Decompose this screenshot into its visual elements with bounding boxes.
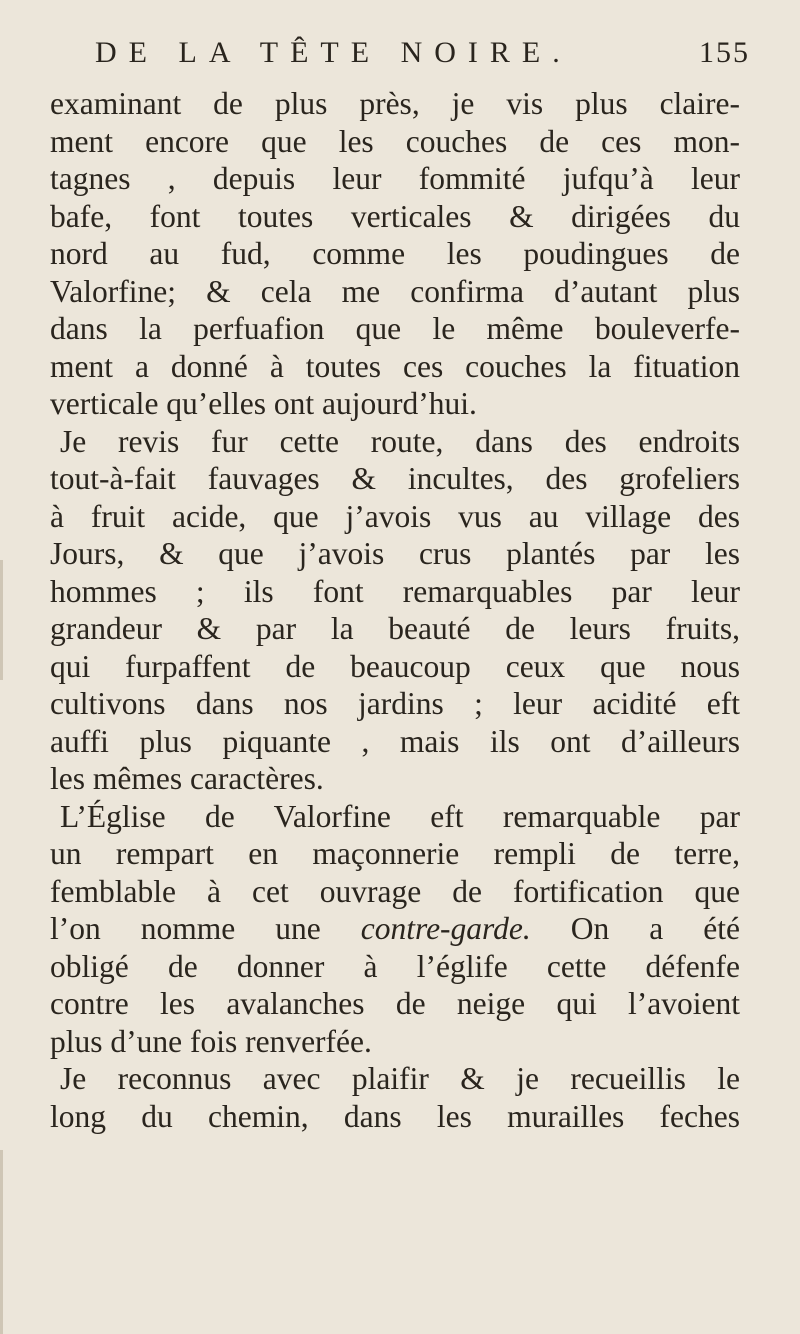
text-line: tagnes , depuis leur fommité jufqu’à leur: [50, 161, 740, 196]
text-line: examinant de plus près, je vis plus claire-: [50, 86, 740, 121]
text-line: Jours, & que j’avois crus plantés par les: [50, 536, 740, 571]
text-line: dans la perfuafion que le même bouleverfe-: [50, 311, 740, 346]
text-run: l’on nomme une: [50, 911, 321, 946]
paragraph-start-line: Je revis fur cette route, dans des endroits: [60, 423, 740, 459]
page-edge-shadow: [0, 560, 3, 680]
text-line: les mêmes caractères.: [50, 761, 324, 796]
text-line: plus d’une fois renverfée.: [50, 1023, 372, 1059]
text-line: grandeur & par la beauté de leurs fruits,: [50, 611, 740, 646]
paragraph-start-line: Je reconnus avec plaifir & je recueillis le: [60, 1061, 740, 1096]
text-line: femblable à cet ouvrage de fortification que: [50, 873, 740, 909]
text-line: long du chemin, dans les murailles feches: [50, 1098, 740, 1134]
text-line: obligé de donner à l’églife cette défenfe: [50, 948, 740, 984]
text-line: ment encore que les couches de ces mon-: [50, 123, 740, 159]
paragraph-start-line: L’Église de Valorfine eft remarquable par: [60, 798, 740, 834]
text-line: contre les avalanches de neige qui l’avoient: [50, 986, 740, 1021]
page-edge-shadow: [0, 1150, 3, 1334]
italic-term: contre-garde.: [360, 911, 531, 946]
text-run: On a été: [570, 911, 740, 946]
text-line: Valorfine; & cela me confirma d’autant plus: [50, 273, 740, 309]
text-line: hommes ; ils font remarquables par leur: [50, 573, 740, 609]
text-line: auffi plus piquante , mais ils ont d’ailleurs: [50, 723, 740, 759]
text-line: cultivons dans nos jardins ; leur acidité eft: [50, 686, 740, 721]
text-line: qui furpaffent de beaucoup ceux que nous: [50, 648, 740, 684]
text-line: tout-à-fait fauvages & incultes, des grofeliers: [50, 461, 740, 496]
text-line: verticale qu’elles ont aujourd’hui.: [50, 386, 477, 421]
text-line: à fruit acide, que j’avois vus au village des: [50, 498, 740, 534]
text-line: nord au fud, comme les poudingues de: [50, 236, 740, 271]
text-line: ment a donné à toutes ces couches la fituation: [50, 348, 740, 384]
text-line: bafe, font toutes verticales & dirigées du: [50, 198, 740, 234]
page-header: [95, 36, 750, 86]
body-text: [50, 85, 740, 1135]
text-line: [50, 910, 740, 948]
page-number: 155: [699, 36, 750, 69]
text-line: un rempart en maçonnerie rempli de terre,: [50, 836, 740, 871]
running-title: DE LA TÊTE NOIRE.: [95, 36, 572, 69]
